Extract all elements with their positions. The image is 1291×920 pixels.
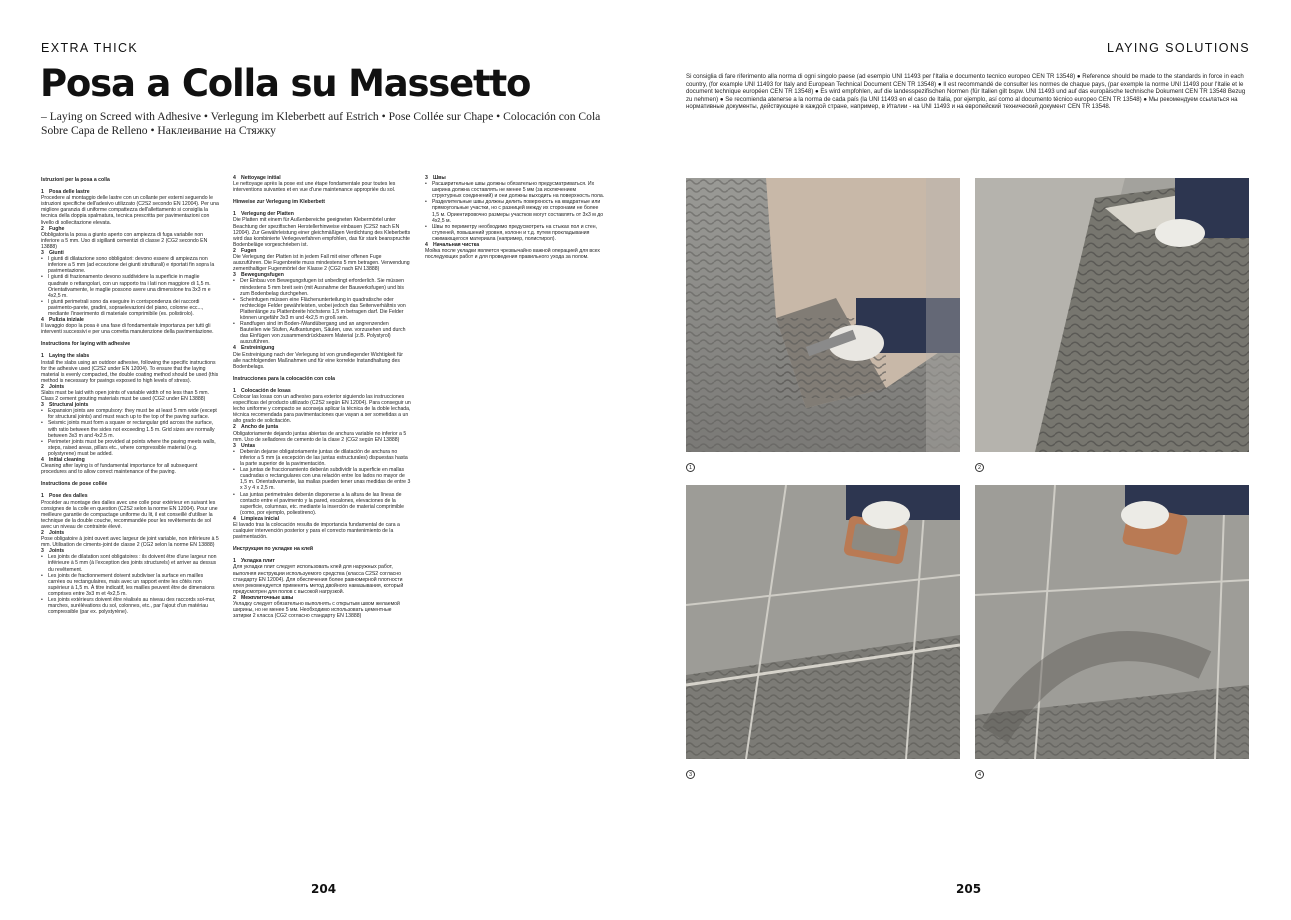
item-text: Obligatoriamente dejando juntas abiertas de anchura variable no inferior a 5 mm. Uso de selladores de cemento de la clase 2 (CG2 según EN 13888) [233, 430, 407, 443]
standards-note: Si consiglia di fare riferimento alla norma di ogni singolo paese (ad esempio UNI 11493 per l'Italia e documento tecnico europeo CEN TR 13548) ● Reference should be made to the standards in force in each country, (for example UNI 11493 for Italy and European Technical Document CEN TR 13548) ● Il est recommandé de consulter les normes de chaque pays, (par exemple la norme UNI 11493 pour l'Italie et le document technique européen CEN TR 13548) ● Es wird empfohlen, auf die landesspezifischen Normen (für Italien gilt bspw. UNI 11493 und auf das europäische technische Dokument CEN TR 13548 Bezug zu nehmen) ● Se recomienda atenerse a la norma de cada país (la UNI 11493 en el caso de Italia, por ejemplo, así como al documento técnico europeo CEN TR 13548) ● Мы рекомендуем ссылаться на нормативные документы, действующие в каждой стране, например, в Италии - на UNI 11493 и на европейский технический документ CEN TR 13548. [686, 73, 1246, 111]
bullet-item: • Las juntas de fraccionamiento deberán subdividir la superficie en mallas cuadradas o rectangulares con una relación entre los lados no mayor de 1,5 m. Orientativamente, las mallas pueden tener unas medidas de entre 3 x 3 y 4 x 2,5 m. [233, 467, 411, 491]
item-text: Die Erstreinigung nach der Verlegung ist von grundlegender Wichtigkeit für alle nachfolgenden Maßnahmen und für eine korrekte Instandhaltung des Bodenbelags. [233, 351, 404, 370]
item-number: 1 [41, 189, 44, 196]
item-text: Le nettoyage après la pose est une étape fondamentale pour toutes les interventions suivantes et en vue d'une maintenance appropriée du sol. [233, 181, 396, 194]
item-heading-text: Structural joints [49, 402, 89, 409]
text-column-1 [41, 175, 219, 615]
page-number-left: 204 [311, 882, 337, 896]
item-heading-text: Colocación de losas [241, 387, 291, 394]
item-number: 3 [41, 548, 44, 555]
item-text: Мойка после укладки является чрезвычайно важной операцией для всех последующих работ и для проведения правильного ухода за полом. [425, 248, 600, 261]
item-heading-text: Joints [49, 529, 65, 536]
bullet-list [41, 554, 219, 615]
bullet-item: • Les joints de dilatation sont obligatoires : ils doivent être d'une largeur non inférieure à 5 mm (à l'exception des joints structurels) et arriver au dessus du revêtement. [41, 554, 219, 572]
item-text: Install the slabs using an outdoor adhesive, following the specific instructions for the adhesive used (C2S2 under EN 12004). To ensure that the laying material is evenly compacted, the double coating method should be used (this method is necessary for pavings exposed to high levels of stress). [41, 359, 219, 384]
item-number: 3 [41, 250, 44, 257]
section-title: Instructions for laying with adhesive [41, 341, 131, 348]
bullet-item: • Perimeter joints must be provided at points where the paving meets walls, steps, raised areas, pillars etc., where compressible material (e.g. polystyrene) must be added. [41, 439, 219, 457]
item-heading-text: Erstreinigung [241, 345, 275, 352]
photo-grouting [686, 485, 960, 759]
item-heading-text: Pulizia iniziale [49, 317, 84, 324]
section-title: Instrucciones para la colocación con cola [233, 375, 335, 382]
item-heading-text: Nettoyage initial [241, 175, 281, 181]
item-number: 3 [233, 442, 236, 449]
item-heading-text: Швы [433, 175, 446, 181]
item-text: Cleaning after laying is of fundamental importance for all subsequent procedures and to allow correct maintenance of the paving. [41, 463, 198, 476]
item-heading-text: Pose des dalles [49, 493, 88, 500]
bullet-item: • I giunti di frazionamento devono suddividere la superficie in maglie quadrate o rettangolari, con un rapporto tra i lati non maggiore di 1,5 m. Orientativamente, le maglie possono avere una dimensione tra 3x3 m e 4x2,5 m. [41, 274, 219, 298]
running-head-right: LAYING SOLUTIONS [1106, 41, 1250, 55]
item-number: 2 [41, 529, 44, 536]
item-number: 2 [41, 383, 44, 390]
item-text: Pose obligatoire à joint ouvert avec largeur de joint variable, non inférieure à 5 mm. Utilisation de ciments-joint de classe 2 (CG2 selon la norme EN 13888) [41, 536, 219, 549]
item-number: 4 [41, 457, 44, 464]
item-heading-text: Giunti [49, 250, 64, 257]
bullet-item: • I giunti di dilatazione sono obbligatori: devono essere di ampiezza non inferiore a 5 mm (ad eccezione dei giunti strutturali) e riportati fin sopra la pavimentazione. [41, 256, 219, 274]
item-number: 3 [41, 402, 44, 409]
photo-cleaning [975, 485, 1249, 759]
text-column-2 [233, 175, 411, 619]
item-number: 2 [41, 225, 44, 232]
bullet-item: • Seismic joints must form a square or rectangular grid across the surface, with ratio between the sides not exceeding 1.5 m. Grid sizes are normally between 3x3 m and 4x2.5 m. [41, 420, 219, 438]
item-number: 1 [233, 387, 236, 394]
item-heading-text: Verlegung der Platten [241, 211, 294, 218]
item-text: El lavado tras la colocación resulta de importancia fundamental de cara a cualquier intervención posterior y para el correcto mantenimiento de la pavimentación. [233, 521, 400, 541]
photo-number-2: 2 [975, 463, 984, 472]
item-text: Slabs must be laid with open joints of variable width of no less than 5 mm. Class 2 cement grouting materials must be used (CG2 under EN 13888) [41, 390, 210, 403]
item-number: 1 [233, 211, 236, 218]
item-number: 4 [233, 175, 236, 181]
left-page [0, 0, 645, 920]
item-text: Procedere al montaggio delle lastre con un collante per esterni seguendo le istruzioni specifiche dell'adesivo utilizzato (C2S2 secondo EN 12004). Per una migliore garanzia di uniforme compattezza dell'allettamento si consiglia la tecnica della doppia spalmatura, tecnica prescritta per pavimentazioni con livello di sollecitazione elevata. [41, 195, 219, 226]
item-number: 1 [41, 493, 44, 500]
bullet-item: • I giunti perimetrali sono da eseguire in corrispondenza dei raccordi pavimento-parete, gradini, sopraelevazioni del piano, colonne ecc..., mediante l'inserimento di materiale comprimibile (es. polistirolo). [41, 299, 219, 317]
item-number: 1 [41, 353, 44, 360]
item-number: 2 [233, 594, 236, 601]
item-heading-text: Initial cleaning [49, 457, 85, 464]
item-number: 1 [233, 558, 236, 565]
item-number: 4 [233, 345, 236, 352]
item-text: Укладку следует обязательно выполнять с открытым швом желаемой ширины, но не менее 5 мм. Необходимо использовать цементные затирки 2 класса (CG2 согласно стандарту EN 13888) [233, 601, 400, 620]
item-text: Procéder au montage des dalles avec une colle pour extérieur en suivant les consignes de la colle en question (C2S2 selon la norme EN 12004). Pour une meilleure garantie de compactage uniforme du lit, il est conseillé d'utiliser la technique de la double couche, recommandée pour les revêtements de sol avec un niveau de contrainte élevé. [41, 499, 218, 530]
bullet-item: • Las juntas perimetrales deberán disponerse a la altura de las líneas de contacto entre el pavimento y la pared, escalones, elevaciones de la superficie, columnas, etc. mediante la inserción de material comprimible (como, por ejemplo, poliestireno). [233, 492, 411, 516]
running-head-left: EXTRA THICK [41, 41, 139, 55]
bullet-item: • Deberán dejarse obligatoriamente juntas de dilatación de anchura no inferior a 5 mm (a excepción de las juntas estructurales) dispuestas hasta la parte superior de la pavimentación. [233, 449, 411, 467]
bullet-list [41, 408, 219, 457]
item-text: Die Verlegung der Platten ist in jedem Fall mit einer offenen Fuge auszuführen. Die Fugenbreite muss mindestens 5 mm betragen. Verwendung zementhaltiger Fugenmörtel der Klasse 2 (CG2 nach EN 13888) [233, 254, 410, 273]
bullet-item: • Les joints extérieurs doivent être réalisés au niveau des raccords sol-mur, marches, surélévations du sol, colonnes, etc., par l'ajout d'un matériau compressible (par ex. polystyrène). [41, 597, 219, 615]
item-number: 3 [425, 175, 428, 181]
section-title: Istruzioni per la posa a colla [41, 177, 110, 183]
item-number: 2 [233, 424, 236, 431]
item-heading-text: Posa delle lastre [49, 189, 90, 196]
bullet-item: • Швы по периметру необходимо предусмотреть на стыках пол и стен, ступеней, повышений уровня, колонн и т.д. путем прокладывания сжимающегося материала (например, полистирол). [425, 224, 605, 242]
section-title: Instructions de pose collée [41, 481, 108, 488]
photo-number-3: 3 [686, 770, 695, 779]
item-text: Obbligatoria la posa a giunto aperto con ampiezza di fuga variabile non inferiore a 5 mm. Uso di sigillanti cementizi di classe 2 (CG2 secondo EN 13888) [41, 231, 208, 250]
item-text: Colocar las losas con un adhesivo para exterior siguiendo las instrucciones específicas del producto utilizado (C2S2 según EN 12004). Para conseguir un lecho uniforme y compacto se aconseja aplicar la técnica de la doble lechada, técnica recomendada para pavimentaciones que vayan a ser sometidas a un alto grado de solicitación. [233, 394, 411, 425]
bullet-item: • Разделительные швы должны делить поверхность на квадратные или прямоугольные участки, но с разницей между их сторонами не более 1,5 м. Ориентировочно размеры участков могут составлять от 3x3 м до 4x2,5 м. [425, 199, 605, 223]
bullet-item: • Расширительные швы должны обязательно предусматриваться. Их ширина должна составлять не менее 5 мм (за исключением структурных соединений) и они должны выходить на поверхность пола. [425, 181, 605, 199]
item-number: 2 [233, 247, 236, 254]
item-heading-text: Fughe [49, 225, 65, 232]
item-text: Il lavaggio dopo la posa è una fase di fondamentale importanza per tutti gli interventi successivi e per una corretta manutenzione della pavimentazione. [41, 323, 214, 336]
photo-placing-slab [975, 178, 1249, 452]
section-title: Инструкция по укладке на клей [233, 546, 314, 553]
item-heading-text: Untas [241, 442, 256, 449]
bullet-item: • Les joints de fractionnement doivent subdiviser la surface en mailles carrées ou rectangulaires, mais avec un rapport entre les côtés non supérieur à 1,5 m. À titre indicatif, les mailles peuvent être de dimensions comprises entre 3x3 m et 4x2,5 m. [41, 573, 219, 597]
photo-trowel-adhesive [686, 178, 960, 452]
item-heading-text: Joints [49, 383, 65, 390]
item-number: 4 [41, 317, 44, 324]
photo-number-4: 4 [975, 770, 984, 779]
bullet-list [425, 181, 605, 242]
bullet-item: • Expansion joints are compulsory: they must be at least 5 mm wide (except for structural joints) and must reach up to the top of the paving surface. [41, 408, 219, 420]
item-number: 3 [233, 272, 236, 279]
bullet-item: • Randfugen sind im Boden-/Wandübergang und an angrenzenden Bauteilen wie Stufen, Aufkantungen, Säulen, usw. vorzusehen und durch das Einfügen von zusammendrückbarem Material (z.B. Polystyrol) auszuführen. [233, 321, 411, 345]
item-heading-text: Joints [49, 548, 65, 555]
page-subtitle: – Laying on Screed with Adhesive • Verlegung im Kleberbett auf Estrich • Pose Collée sur Chape • Colocación con Cola Sobre Capa de Relleno • Наклеивание на Стяжку [41, 110, 601, 137]
item-heading-text: Limpieza inicial [241, 515, 279, 522]
text-column-3 [425, 175, 605, 260]
item-number: 4 [425, 242, 428, 249]
item-heading-text: Начальная чистка [433, 242, 480, 249]
item-heading-text: Укладка плит [241, 558, 275, 565]
bullet-list [41, 256, 219, 317]
item-heading-text: Fugen [241, 247, 257, 254]
item-heading-text: Laying the slabs [49, 353, 90, 360]
item-number: 4 [233, 515, 236, 522]
page-number-right: 205 [956, 882, 982, 896]
right-page [645, 0, 1291, 920]
page-title: Posa a Colla su Massetto [40, 62, 531, 105]
photo-number-1: 1 [686, 463, 695, 472]
bullet-list [233, 449, 411, 516]
item-heading-text: Bewegungsfugen [241, 272, 284, 279]
item-heading-text: Ancho de junta [241, 424, 279, 431]
item-text: Die Platten mit einem für Außenbereiche geeigneten Klebermörtel unter Beachtung der spezifischen Herstellerhinweise einbauen (C2S2 nach EN 12004). Zur Gewährleistung einer gleichmäßigen Verdichtung des Kleberbetts wird das kombinierte Verlegeverfahren empfohlen, das für stark beanspruchte Bodenbeläge vorgeschrieben ist. [233, 217, 411, 248]
bullet-item: • Der Einbau von Bewegungsfugen ist unbedingt erforderlich. Sie müssen mindestens 5 mm breit sein (mit Ausnahme der Bauwerksfugen) und bis zum Bodenbelag durchgehen. [233, 278, 411, 296]
bullet-item: • Scheinfugen müssen eine Flächenunterteilung in quadratische oder rechteckige Felder gewährleisten, wobei jedoch das Seitenverhältnis von Plattenlänge zu Plattenbreite höchstens 1,5 m betragen darf. Die Felder können ungefähr 3x3 m und 4x2,5 m groß sein. [233, 297, 411, 321]
bullet-list [233, 278, 411, 345]
section-title: Hinweise zur Verlegung im Kleberbett [233, 199, 325, 206]
item-text: Для укладки плит следует использовать клей для наружных работ, выполняя инструкции используемого средства (класса C2S2 согласно стандарту EN 12004). Для обеспечения более равномерной плотности клея рекомендуется применять метод двойного намазывания, который предусмотрен для полов с высокой нагрузкой. [233, 564, 404, 595]
item-heading-text: Межплиточные швы [241, 594, 294, 601]
